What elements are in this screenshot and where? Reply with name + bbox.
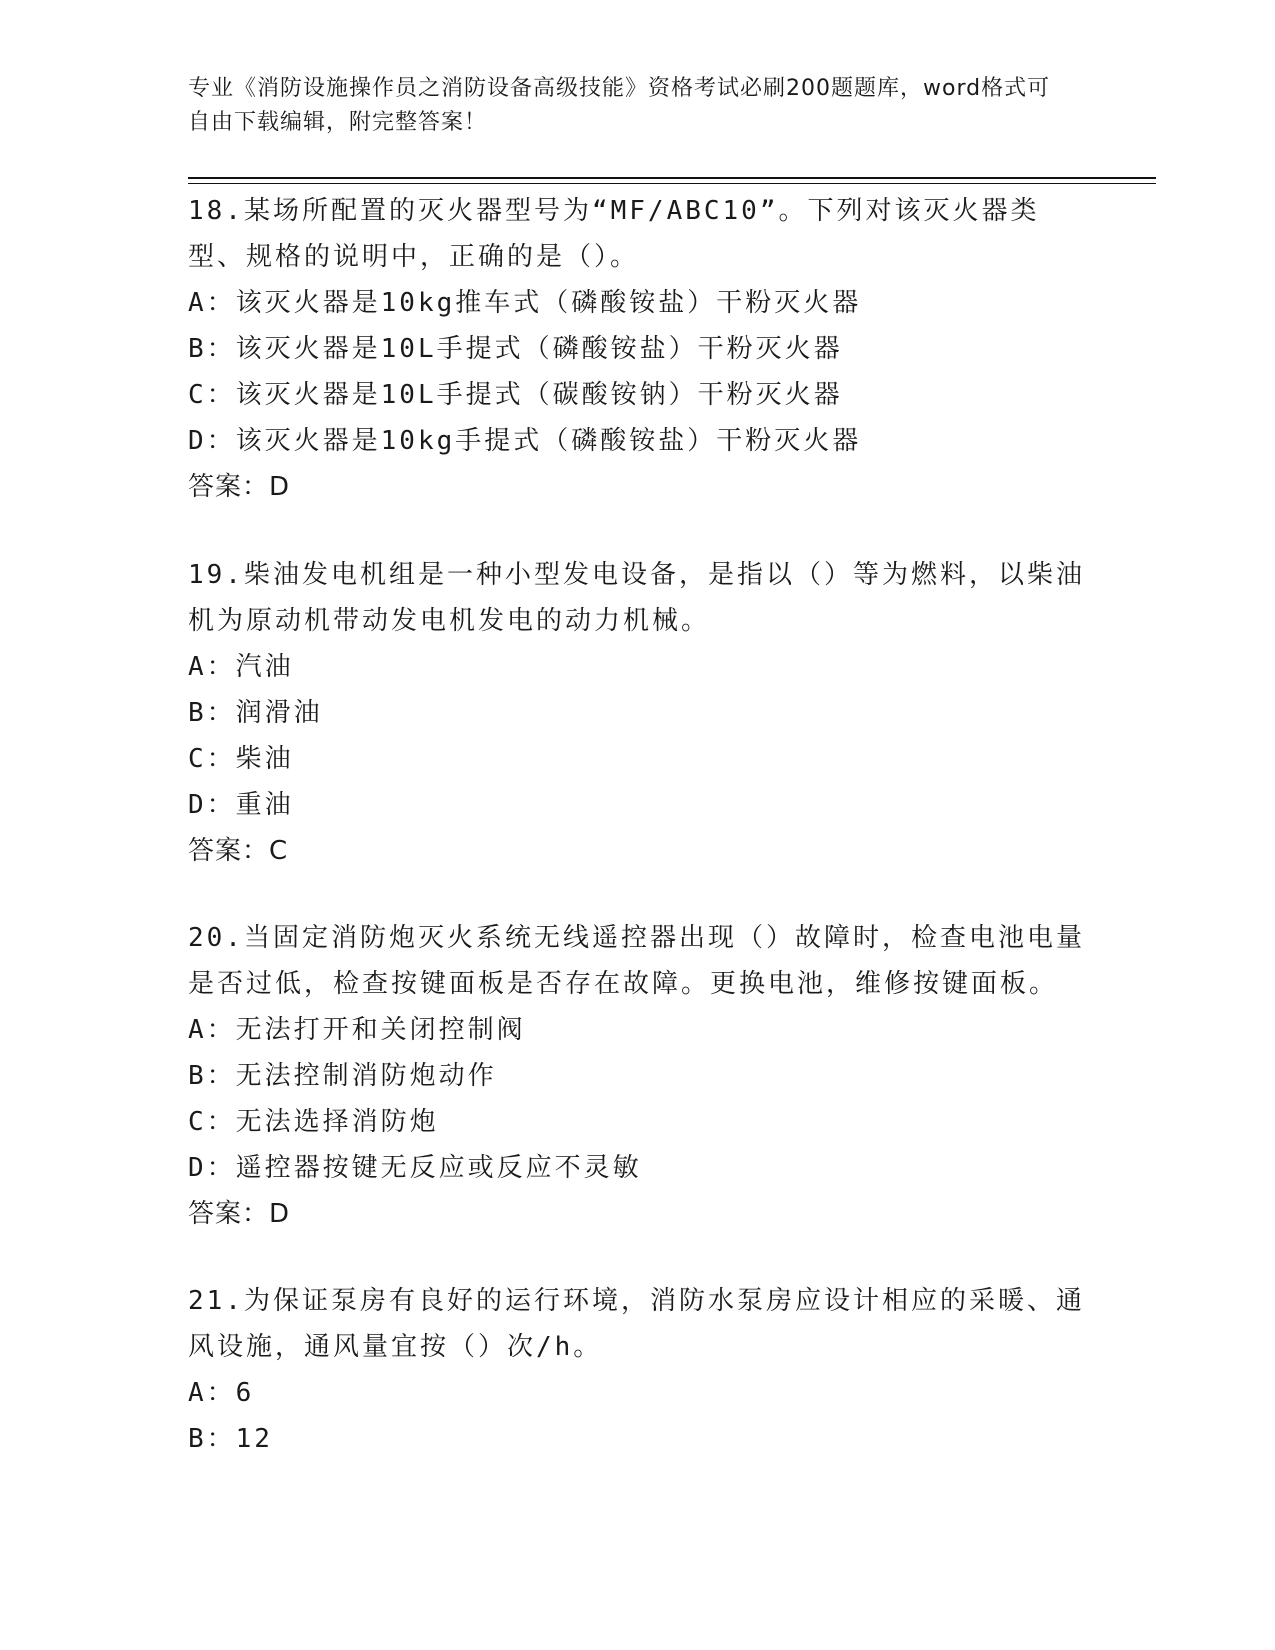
option-c: C：该灭火器是10L手提式（碳酸铵钠）干粉灭火器	[188, 380, 843, 410]
option-d: D：该灭火器是10kg手提式（磷酸铵盐）干粉灭火器	[188, 426, 862, 456]
question-stem: 19.柴油发电机组是一种小型发电设备，是指以（）等为燃料，以柴油机为原动机带动发电机发电的动力机械。	[188, 560, 1085, 636]
option-c: C：柴油	[188, 744, 294, 774]
answer: 答案：D	[188, 1199, 291, 1229]
question-18	[188, 188, 1088, 510]
option-b: B：该灭火器是10L手提式（磷酸铵盐）干粉灭火器	[188, 334, 843, 364]
option-a: A：该灭火器是10kg推车式（磷酸铵盐）干粉灭火器	[188, 288, 862, 318]
header-divider-thin	[188, 183, 1156, 184]
option-a: A：6	[188, 1378, 255, 1408]
option-b: B：无法控制消防炮动作	[188, 1061, 497, 1091]
header-divider-thick	[188, 177, 1156, 179]
option-b: B：12	[188, 1424, 273, 1454]
question-19	[188, 552, 1088, 874]
option-a: A：无法打开和关闭控制阀	[188, 1015, 526, 1045]
option-d: D：重油	[188, 790, 294, 820]
question-21	[188, 1278, 1088, 1462]
question-stem: 21.为保证泵房有良好的运行环境，消防水泵房应设计相应的采暖、通风设施，通风量宜按（）次/h。	[188, 1286, 1085, 1362]
option-a: A：汽油	[188, 652, 294, 682]
question-stem: 20.当固定消防炮灭火系统无线遥控器出现（）故障时，检查电池电量是否过低，检查按键面板是否存在故障。更换电池，维修按键面板。	[188, 923, 1085, 999]
option-c: C：无法选择消防炮	[188, 1107, 439, 1137]
option-d: D：遥控器按键无反应或反应不灵敏	[188, 1153, 642, 1183]
question-20	[188, 915, 1088, 1237]
answer: 答案：C	[188, 836, 289, 866]
document-header: 专业《消防设施操作员之消防设备高级技能》资格考试必刷200题题库，word格式可自由下载编辑，附完整答案！	[188, 76, 1051, 135]
question-stem: 18.某场所配置的灭火器型号为“MF/ABC10”。下列对该灭火器类型、规格的说明中，正确的是（）。	[188, 196, 1040, 272]
answer: 答案：D	[188, 472, 291, 502]
option-b: B：润滑油	[188, 698, 323, 728]
